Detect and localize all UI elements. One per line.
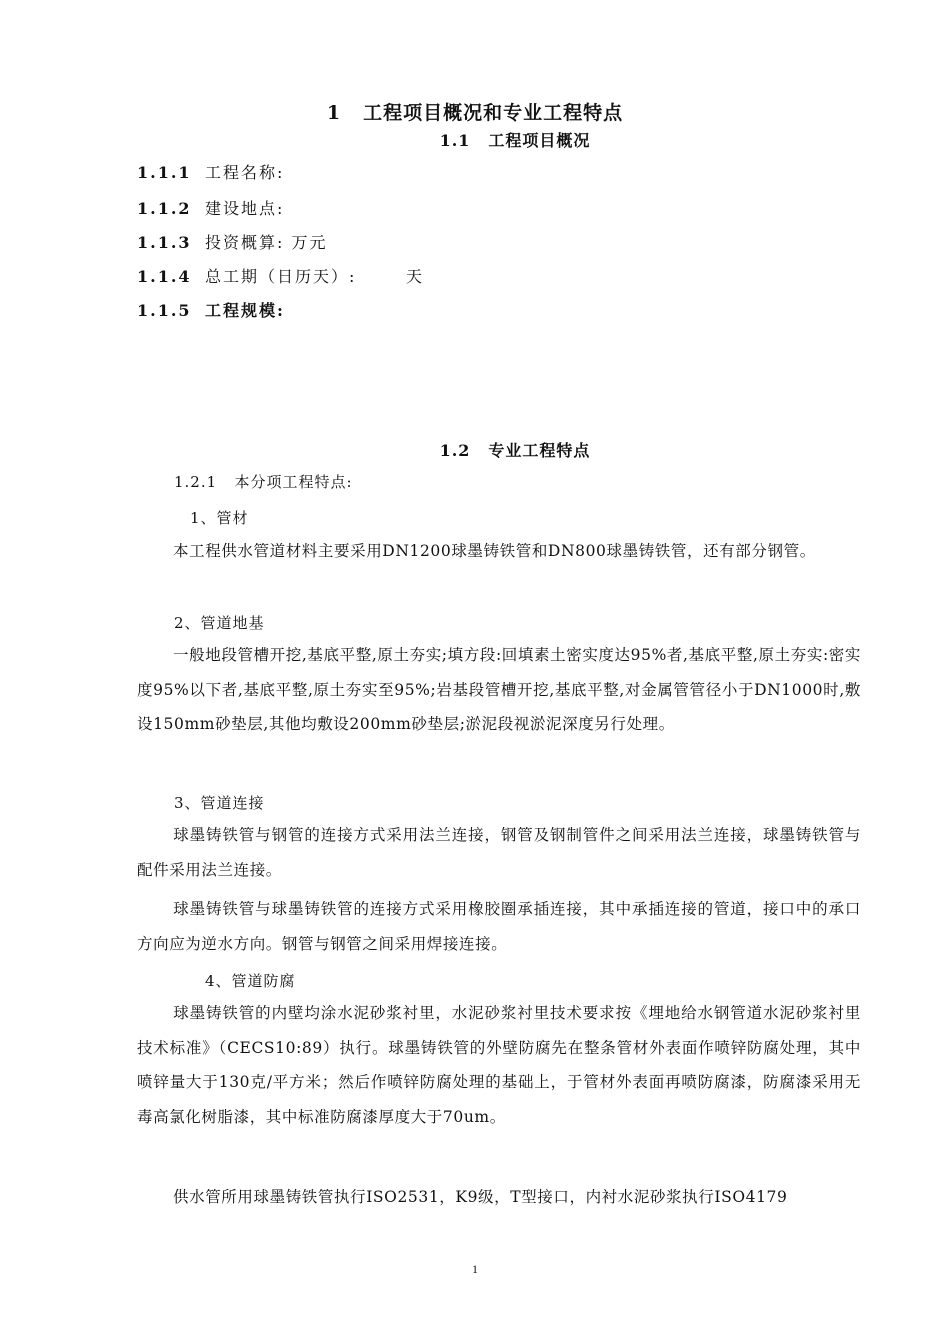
subsection-1-2-1: 1.2.1 本分项工程特点: [174,473,353,491]
item-number: 1.1.4 [137,267,192,286]
section-heading-1-1 [0,128,950,151]
heading-pipe-connection: 3、管道连接 [174,794,265,812]
chapter-title: 工程项目概况和专业工程特点 [363,102,624,124]
item-number: 1.1.1 [137,163,192,182]
item-label: 投资概算: 万元 [205,233,328,252]
section-title: 工程项目概况 [488,131,591,150]
paragraph-pipe-foundation: 一般地段管槽开挖,基底平整,原土夯实;填方段:回填素土密实度达95%者,基底平整,原土夯实:密实度95%以下者,基底平整,原土夯实至95%;岩基段管槽开挖,基底平整,对金属管管径小于DN1000时,敷设150mm砂垫层,其他均敷设200mm砂垫层;淤泥段视淤泥深度另行处理。 [137,646,861,734]
chapter-heading [0,98,950,125]
item-project-name [137,160,284,183]
section-heading-1-2 [0,438,950,461]
item-label: 工程规模: [205,301,285,320]
paragraph-pipe-anticorrosion: 球墨铸铁管的内壁均涂水泥砂浆衬里，水泥砂浆衬里技术要求按《埋地给水钢管道水泥砂浆衬里技术标准》（CECS10:89）执行。球墨铸铁管的外壁防腐先在整条管材外表面作喷锌防腐处理，其中喷锌量大于130克/平方米；然后作喷锌防腐处理的基础上，于管材外表面再喷防腐漆，防腐漆采用无毒高氯化树脂漆，其中标准防腐漆厚度大于70um。 [137,1004,861,1127]
item-budget [137,230,327,253]
section-number: 1.2 [439,441,471,460]
item-number: 1.1.5 [137,301,192,320]
item-location [137,196,284,219]
item-duration [137,264,424,287]
chapter-number: 1 [326,102,342,124]
paragraph-pipe-standard: 供水管所用球墨铸铁管执行ISO2531，K9级，T型接口，内衬水泥砂浆执行ISO4179 [173,1188,788,1206]
item-number: 1.1.3 [137,233,192,252]
heading-pipe-foundation: 2、管道地基 [174,614,265,632]
section-number: 1.1 [439,131,471,150]
section-title: 专业工程特点 [488,441,591,460]
paragraph-pipe-connection-1: 球墨铸铁管与钢管的连接方式采用法兰连接，钢管及钢制管件之间采用法兰连接，球墨铸铁管与配件采用法兰连接。 [137,826,861,879]
page-number: 1 [472,1262,478,1276]
heading-pipe-anticorrosion: 4、管道防腐 [205,972,296,990]
heading-pipe-material: 1、管材 [190,509,249,527]
item-label: 建设地点: [205,199,285,218]
item-scale [137,298,285,321]
item-label: 总工期（日历天）: 天 [205,267,424,286]
item-number: 1.1.2 [137,199,192,218]
paragraph-pipe-material: 本工程供水管道材料主要采用DN1200球墨铸铁管和DN800球墨铸铁管，还有部分钢管。 [173,542,816,560]
item-label: 工程名称: [205,163,285,182]
paragraph-pipe-connection-2: 球墨铸铁管与球墨铸铁管的连接方式采用橡胶圈承插连接，其中承插连接的管道，接口中的承口方向应为逆水方向。钢管与钢管之间采用焊接连接。 [137,900,861,953]
